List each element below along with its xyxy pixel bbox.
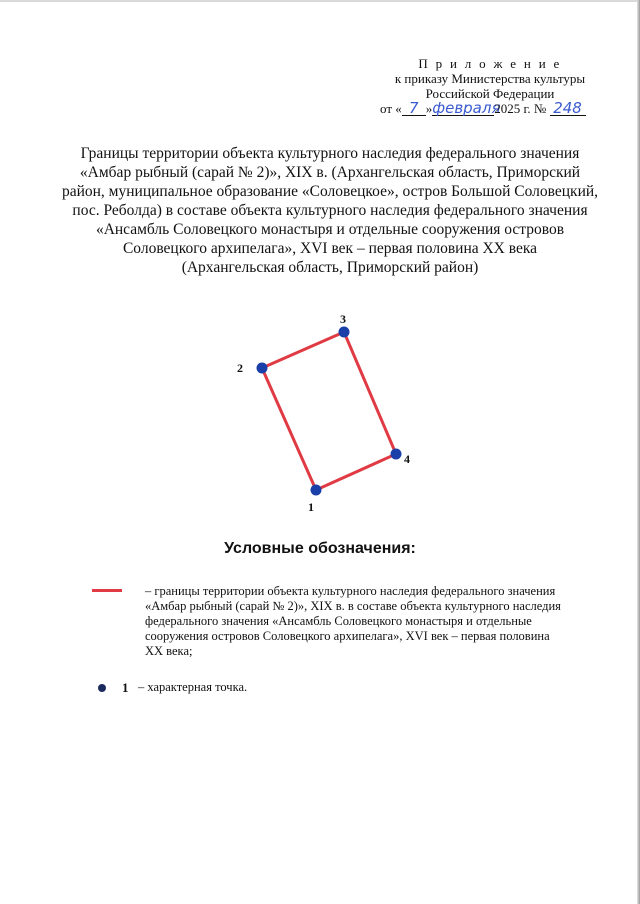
appendix-block [360, 56, 620, 116]
title-line: Соловецкого архипелага», XVI век – первая половина XX века [122, 240, 538, 257]
appendix-heading: П р и л о ж е н и е [418, 56, 562, 71]
boundary-line-sample [92, 589, 122, 592]
legend-boundary-line: «Амбар рыбный (сарай № 2)», XIX в. в составе объекта культурного наследия [145, 599, 561, 613]
appendix-date-line [360, 101, 620, 116]
appendix-federation-line: Российской Федерации [425, 86, 555, 101]
point-label-3: 3 [340, 312, 346, 326]
legend-boundary-line: – границы территории объекта культурного наследия федерального значения [145, 584, 556, 598]
order-number-handwritten: 248 [553, 99, 582, 117]
title-line: Границы территории объекта культурного наследия федерального значения [80, 145, 580, 162]
appendix-order-line: к приказу Министерства культуры [394, 71, 586, 86]
title-line: район, муниципальное образование «Соловецкое», остров Большой Соловецкий, [61, 183, 599, 200]
date-quote-close: » [425, 101, 433, 116]
boundary-scheme-svg [220, 300, 440, 520]
legend-point-text: – характерная точка. [138, 680, 248, 694]
legend-title: Условные обозначения: [224, 540, 416, 557]
characteristic-point-1 [311, 485, 322, 496]
date-day-handwritten: 7 [408, 99, 419, 117]
point-label-2: 2 [237, 361, 243, 375]
legend-boundary-line: XX века; [145, 644, 193, 658]
date-day-field [402, 99, 426, 117]
legend-boundary-line: сооружения островов Соловецкого архипелага», XVI век – первая половина [145, 629, 550, 643]
point-label-4: 4 [404, 452, 410, 466]
date-month-field [432, 99, 501, 117]
characteristic-point-4 [391, 449, 402, 460]
order-number-field [550, 99, 586, 117]
boundary-scheme [220, 300, 440, 520]
scan-edge-top [0, 0, 640, 2]
legend-boundary-text [145, 584, 605, 659]
legend-boundary-line: федерального значения «Ансамбль Соловецкого монастыря и отдельные [145, 614, 532, 628]
title-line: (Архангельская область, Приморский район) [181, 259, 479, 276]
document-title [60, 144, 600, 277]
title-line: «Ансамбль Соловецкого монастыря и отдельные сооружения островов [95, 221, 565, 238]
date-month-handwritten: февраля [432, 99, 501, 117]
point-sample-label: 1 [122, 680, 129, 695]
legend-item-point [98, 680, 498, 698]
point-sample-dot [98, 684, 106, 692]
point-label-1: 1 [308, 500, 314, 514]
territory-boundary [262, 332, 396, 490]
date-prefix: от « [380, 101, 402, 116]
characteristic-point-2 [257, 363, 268, 374]
title-line: «Амбар рыбный (сарай № 2)», XIX в. (Архангельская область, Приморский [79, 164, 581, 181]
characteristic-point-3 [339, 327, 350, 338]
date-year-text: 2025 г. № [494, 101, 547, 116]
title-line: пос. Реболда) в составе объекта культурного наследия федерального значения [72, 202, 588, 219]
